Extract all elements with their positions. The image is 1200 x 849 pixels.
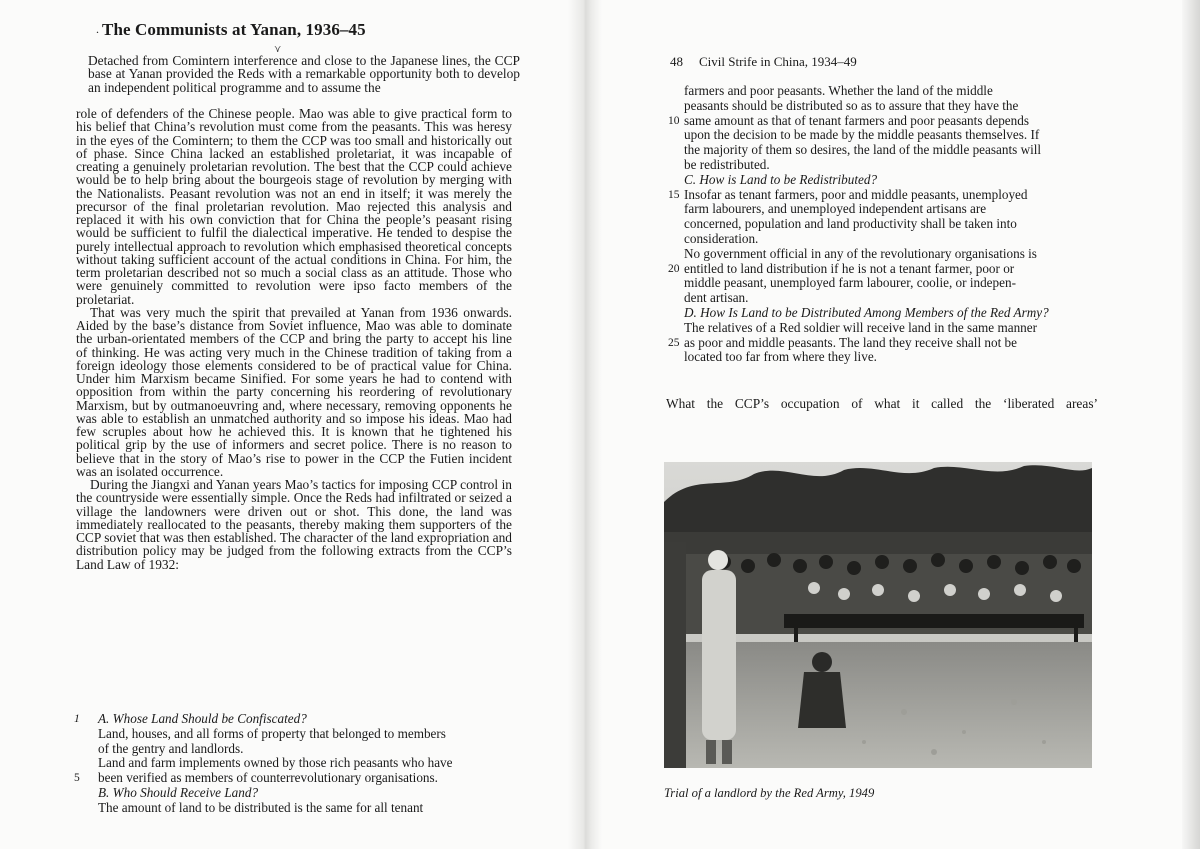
extract-line: located too far from where they live. [684,349,877,365]
extract-line: Land and farm implements owned by those rich peasants who have [98,755,453,771]
continuation-text: What the CCP’s occupation of what it called the ‘liberated areas’ [666,396,1098,411]
section-title: The Communists at Yanan, 1936–45 [102,20,366,39]
left-page [62,0,532,849]
stray-mark: . [96,22,99,36]
extract-line: D. How Is Land to be Distributed Among Members of the Red Army? [684,304,1049,320]
extract-line: Land, houses, and all forms of property that belonged to members [98,725,446,741]
historical-photograph [664,462,1092,768]
page-edge [1182,0,1200,849]
extract-line: dent artisan. [684,290,749,306]
extract-line: of the gentry and landlords. [98,740,244,756]
running-head [670,54,857,70]
extract-line: 10 same amount as that of tenant farmers and poor peasants depends [668,112,1029,128]
extract-line: B. Who Should Receive Land? [98,784,259,800]
land-law-extract-continued [668,83,1094,365]
extract-line: The relatives of a Red soldier will receive land in the same manner [684,319,1037,335]
extract-line: farm labourers, and unemployed independent artisans are [684,201,987,217]
photo-caption: Trial of a landlord by the Red Army, 1949 [664,786,875,800]
extract-line: C. How is Land to be Redistributed? [684,171,878,187]
paragraph: During the Jiangxi and Yanan years Mao’s tactics for imposing CCP control in the countryside were essentially simple. Once the Reds had infiltrated or seized a village the landowners were driven out or shot. This done, the land was immediately reallocated to the peasants, thereby making them supporters of the CCP soviet that was then established. The character of the land expropriation and distribution policy may be judged from the following extracts from the CCP’s Land Law of 1932: [76,477,512,572]
extract-line: 15 Insofar as tenant farmers, poor and middle peasants, unemployed [668,186,1028,202]
extract-line: consideration. [684,230,759,246]
photo-illustration [664,462,1092,768]
extract-line: 20 entitled to land distribution if he is not a tenant farmer, poor or [668,260,1015,276]
margin-annotation-mark: ⋎ [274,44,282,55]
paragraph: role of defenders of the Chinese people. Mao was able to give practical form to his belief that China’s revolution must come from the peasants. This was heresy in the eyes of the Comintern; to them the CCP was too small and historically out of phase. Since China lacked an established proletariat, it was incapable of creating a genuinely proletarian revolution. The best that the CCP could achieve would be to help bring about the bourgeois stage of revolution by merging with the Nationalists. Peasant revolution was not an end in itself; it was merely the precursor of the final proletarian revolution. Mao rejected this analysis and replaced it with his own conviction that for China the people’s peasant rising would be sufficient to fulfil the dialectical imperative. He tended to despise the purely intellectual approach to revolution which emphasised theoretical concepts without taking sufficient account of the actual conditions in China. For him, the term proletarian described not so much a social class as an attitude. Those who were genuinely committed to revolution were ipso facto members of the proletariat. [76,106,512,307]
book-gutter [568,0,602,849]
extract-line: upon the decision to be made by the middle peasants themselves. If [684,127,1040,143]
extract-line: No government official in any of the revolutionary organisations is [684,245,1037,261]
right-page [640,0,1100,849]
running-head-title: Civil Strife in China, 1934–49 [699,54,857,69]
extract-line: 1 A. Whose Land Should be Confiscated? [74,711,307,726]
extract-line: 5 been verified as members of counterrevolutionary organisations. [74,770,438,786]
lead-paragraph: Detached from Comintern interference and close to the Japanese lines, the CCP base at Yanan provided the Reds with a remarkable opportunity both to develop an independent political programme and to assume the [88,53,520,95]
land-law-extract [74,711,504,816]
extract-line: farmers and poor peasants. Whether the land of the middle [684,83,993,98]
page-number: 48 [670,54,683,69]
extract-line: middle peasant, unemployed farm labourer, coolie, or indepen- [684,275,1016,291]
extract-line: peasants should be distributed so as to assure that they have the [684,97,1019,113]
main-text [76,107,512,571]
extract-line: be redistributed. [684,156,770,172]
extract-line: concerned, population and land productivity shall be taken into [684,216,1017,232]
extract-line: The amount of land to be distributed is the same for all tenant [98,799,424,815]
extract-line: the majority of them so desires, the land of the middle peasants will [684,142,1042,158]
extract-line: 25 as poor and middle peasants. The land they receive shall not be [668,334,1018,350]
paragraph: That was very much the spirit that prevailed at Yanan from 1936 onwards. Aided by the base’s distance from Soviet influence, Mao was able to dominate the urban-orientated members of the CCP and bring the party to accept his line of thinking. He was acting very much in the Chinese tradition of taking from a foreign ideology those elements considered to be of practical value for China. Under him Marxism became Sinified. For some years he had to contend with opposition from within the party concerning his reordering of revolutionary Marxism, but by outmanoeuvring and, where necessary, removing opponents he was able to establish an unmatched authority and so impose his ideas. Mao had few scruples about how he achieved this. It is known that he tightened his political grip by the use of informers and secret police. There is no reason to believe that in the story of Mao’s rise to power in the CCP the Futien incident was an isolated occurrence. [76,304,512,479]
